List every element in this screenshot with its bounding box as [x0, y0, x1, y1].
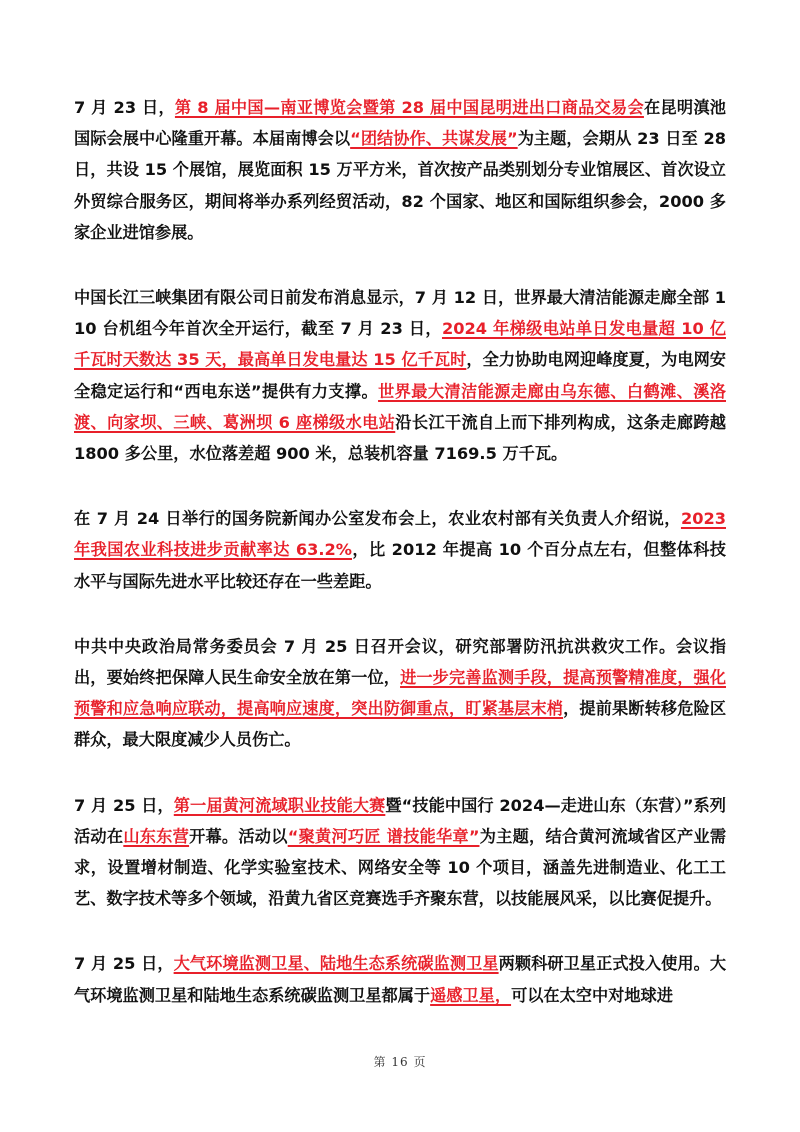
paragraph-text: 中国长江三峡集团有限公司日前发布消息显示，7 月 12 日，世界最大清洁能源走廊全部 110 台机组今年首次全开运行，截至 7 月 23 日，	[74, 288, 726, 339]
highlighted-text: 世界最大清洁能源走廊由乌东德、白鹤滩、溪洛渡、向家坝、三峡、葛洲坝 6 座梯级水电站	[74, 381, 726, 432]
paragraph-text: 7 月 25 日，	[74, 795, 174, 815]
highlighted-text: 2023 年我国农业科技进步贡献率达 63.2%	[74, 509, 726, 560]
news-paragraph	[74, 282, 726, 469]
highlighted-text: 遥感卫星，	[430, 985, 512, 1005]
highlighted-text: 第一届黄河流域职业技能大赛	[173, 795, 386, 815]
paragraph-text: 为主题，结合黄河流域省区产业需求，设置增材制造、化学实验室技术、网络安全等 10 个项目，涵盖先进制造业、化工工艺、数字技术等多个领域，沿黄九省区竞赛选手齐聚东营，以技能展风采，以比赛促提升。	[74, 826, 727, 909]
paragraph-text: ，全力协助电网迎峰度夏，为电网安全稳定运行和“西电东送”提供有力支撑。	[74, 350, 726, 401]
paragraph-text: 为主题，会期从 23 日至 28 日，共设 15 个展馆，展览面积 15 万平方米，首次按产品类别划分专业馆展区、首次设立外贸综合服务区，期间将举办系列经贸活动，82 个国家、地区和国际组织参会，2000 多家企业进馆参展。	[74, 129, 726, 242]
paragraph-text: 可以在太空中对地球进	[511, 985, 673, 1005]
news-paragraph	[74, 631, 726, 756]
paragraph-text: 开幕。活动以	[189, 826, 288, 846]
paragraph-text: 沿长江干流自上而下排列构成，这条走廊跨越 1800 多公里，水位落差超 900 米，总装机容量 7169.5 万千瓦。	[74, 412, 726, 464]
highlighted-text: 山东东营	[123, 826, 190, 846]
highlighted-text: 大气环境监测卫星、陆地生态系统碳监测卫星	[173, 954, 499, 974]
highlighted-text: 进一步完善监测手段，提高预警精准度，强化预警和应急响应联动，提高响应速度，突出防御重点，盯紧基层末梢	[74, 668, 727, 719]
paragraph-text: 7 月 25 日，	[74, 954, 174, 974]
highlighted-text: 2024 年梯级电站单日发电量超 10 亿千瓦时天数达 35 天，最高单日发电量达 15 亿千瓦时	[74, 319, 726, 370]
paragraph-text: 在昆明滇池国际会展中心隆重开幕。本届南博会以	[74, 98, 726, 149]
page-number: 第 16 页	[373, 1055, 427, 1069]
paragraph-text: 在 7 月 24 日举行的国务院新闻办公室发布会上，农业农村部有关负责人介绍说，	[74, 509, 681, 529]
paragraph-text: 中共中央政治局常务委员会 7 月 25 日召开会议，研究部署防汛抗洪救灾工作。会议指出，要始终把保障人民生命安全放在第一位，	[74, 636, 726, 688]
highlighted-text: “团结协作、共谋发展”	[350, 129, 518, 149]
news-paragraph	[74, 92, 726, 248]
highlighted-text: 第 8 届中国—南亚博览会暨第 28 届中国昆明进出口商品交易会	[174, 98, 644, 117]
news-paragraph	[74, 790, 726, 915]
news-paragraph	[74, 503, 726, 597]
paragraph-text: 两颗科研卫星正式投入使用。大气环境监测卫星和陆地生态系统碳监测卫星都属于	[74, 954, 727, 1005]
paragraph-text: ，比 2012 年提高 10 个百分点左右，但整体科技水平与国际先进水平比较还存在一些差距。	[74, 540, 726, 591]
article-body	[74, 92, 726, 1045]
highlighted-text: “聚黄河巧匠 谱技能华章”	[287, 826, 480, 846]
paragraph-text: 7 月 23 日，	[74, 98, 175, 117]
paragraph-text: ，提前果断转移危险区群众，最大限度减少人员伤亡。	[74, 699, 727, 750]
news-paragraph	[74, 948, 726, 1010]
paragraph-text: 暨“技能中国行 2024—走进山东（东营）”系列活动在	[74, 795, 726, 846]
